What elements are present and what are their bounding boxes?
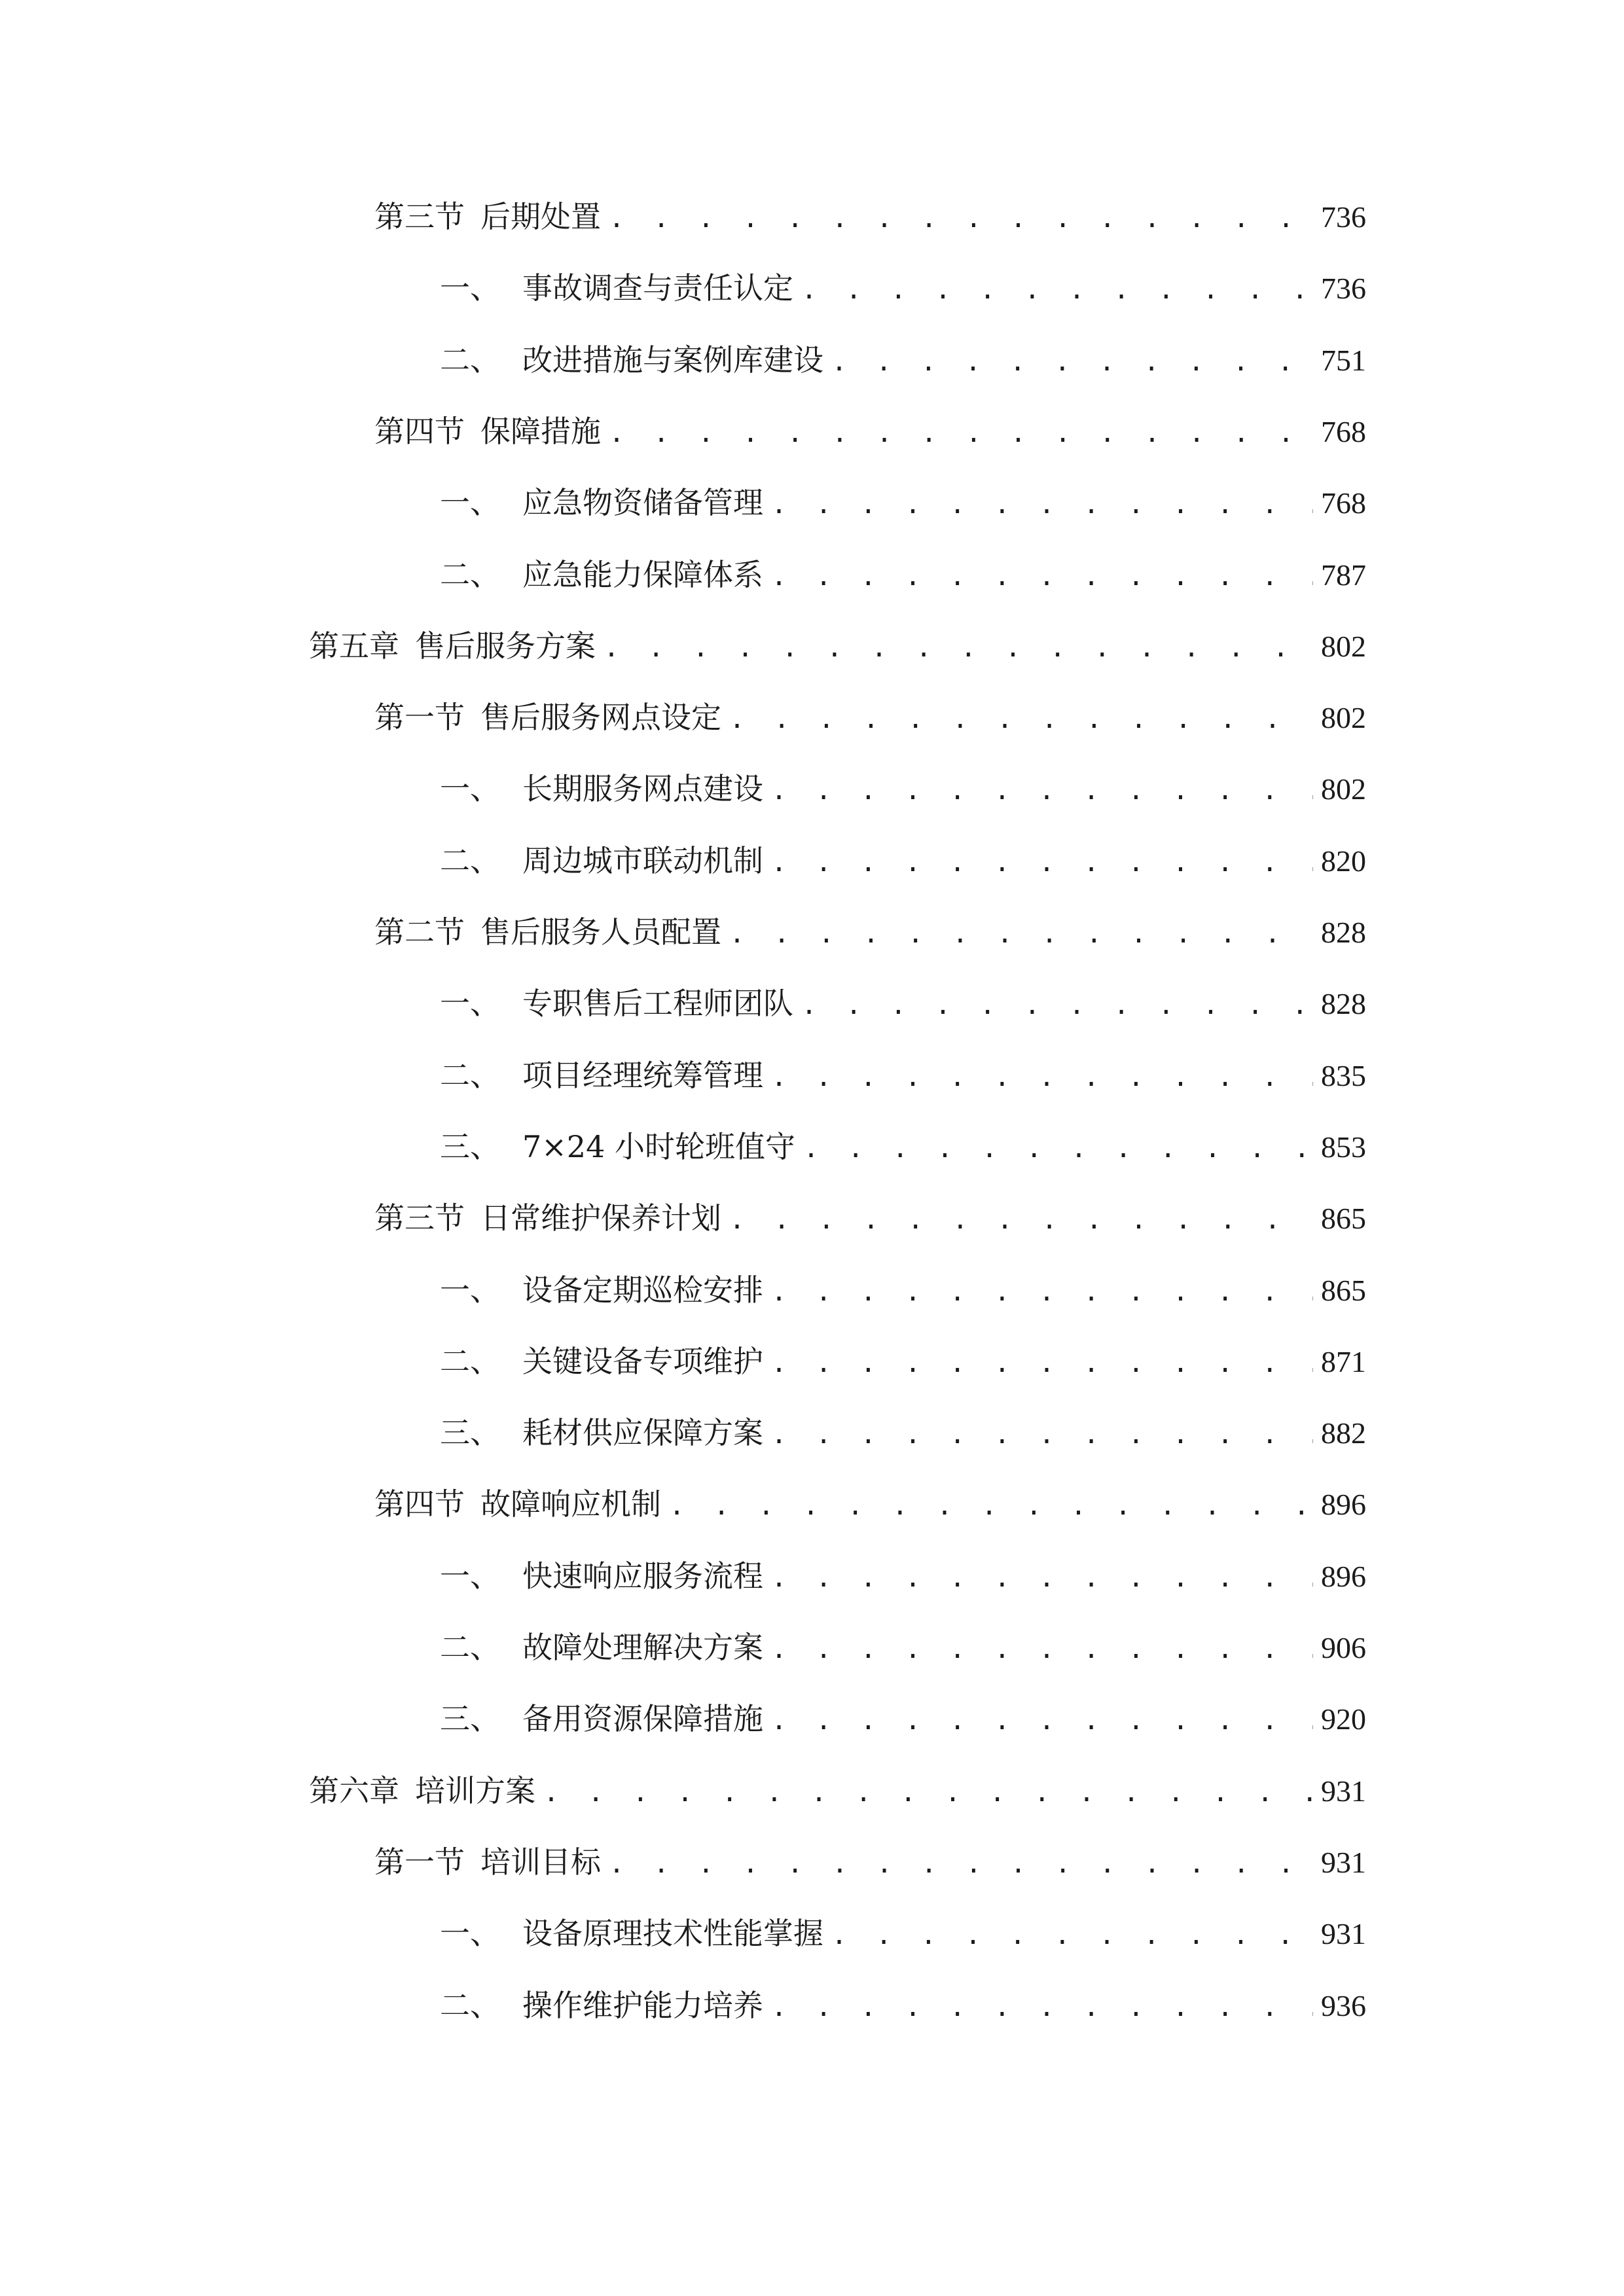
toc-entry-number: 二、 — [440, 1343, 500, 1379]
toc-entry-title: 7×24 小时轮班值守 — [522, 1128, 795, 1164]
toc-dot-leader — [801, 982, 1313, 1028]
toc-page-number: 882 — [1321, 1416, 1366, 1450]
toc-entry-title: 售后服务人员配置 — [480, 914, 721, 950]
toc-entry-title-group — [374, 408, 601, 454]
toc-page-number: 853 — [1321, 1130, 1366, 1164]
toc-entry-number: 三、 — [440, 1128, 500, 1164]
toc-entry[interactable] — [440, 265, 1366, 311]
toc-entry-title-group — [374, 909, 721, 955]
toc-page-number: 768 — [1321, 486, 1366, 520]
toc-page-number: 896 — [1321, 1488, 1366, 1522]
toc-dot-leader — [729, 911, 1313, 957]
toc-dot-leader — [831, 1912, 1313, 1958]
toc-page-number: 820 — [1321, 844, 1366, 878]
toc-dot-leader — [771, 1698, 1313, 1744]
toc-dot-leader — [729, 696, 1313, 742]
toc-dot-leader — [771, 1626, 1313, 1672]
toc-entry-number: 第六章 — [309, 1772, 399, 1808]
toc-entry-title-group — [440, 1696, 763, 1742]
toc-entry-title-group — [440, 980, 793, 1026]
toc-entry-title: 售后服务网点设定 — [480, 700, 721, 736]
toc-entry[interactable] — [440, 1696, 1366, 1742]
toc-page-number: 936 — [1321, 1988, 1366, 2022]
toc-entry-title-group — [440, 1410, 763, 1456]
toc-entry-number: 一、 — [440, 771, 500, 807]
toc-entry[interactable] — [440, 838, 1366, 884]
toc-dot-leader — [771, 1412, 1313, 1458]
toc-entry-number: 一、 — [440, 270, 500, 306]
toc-page-number: 736 — [1321, 200, 1366, 234]
toc-entry[interactable] — [440, 1124, 1366, 1170]
toc-entry-number: 二、 — [440, 1630, 500, 1665]
toc-entry-number: 三、 — [440, 1415, 500, 1451]
toc-dot-leader — [801, 267, 1313, 313]
toc-page-number: 802 — [1321, 772, 1366, 806]
toc-entry-title: 备用资源保障措施 — [522, 1701, 763, 1737]
toc-entry[interactable] — [374, 1195, 1366, 1241]
toc-entry-title-group — [440, 1124, 795, 1170]
toc-entry-title: 周边城市联动机制 — [522, 842, 763, 878]
toc-entry-title: 后期处置 — [480, 199, 601, 234]
toc-entry-title: 设备原理技术性能掌握 — [522, 1916, 823, 1952]
toc-entry-title: 应急物资储备管理 — [522, 485, 763, 521]
toc-entry-title: 操作维护能力培养 — [522, 1987, 763, 2023]
toc-entry-number: 第四节 — [374, 1486, 465, 1522]
toc-entry-title-group — [440, 1624, 763, 1670]
toc-entry[interactable] — [374, 1839, 1366, 1885]
toc-page-number: 896 — [1321, 1559, 1366, 1593]
toc-entry[interactable] — [440, 1052, 1366, 1098]
toc-entry-title-group — [374, 1839, 601, 1885]
toc-page-number: 871 — [1321, 1344, 1366, 1378]
toc-entry-title-group — [440, 1338, 763, 1384]
toc-entry-number: 一、 — [440, 485, 500, 521]
toc-entry[interactable] — [440, 552, 1366, 598]
toc-page-number: 751 — [1321, 343, 1366, 377]
toc-page-number: 802 — [1321, 629, 1366, 663]
toc-entry-title-group — [440, 552, 763, 598]
toc-page-number: 906 — [1321, 1631, 1366, 1664]
toc-entry[interactable] — [440, 1338, 1366, 1384]
toc-entry[interactable] — [440, 1267, 1366, 1313]
toc-entry[interactable] — [374, 1481, 1366, 1527]
toc-dot-leader — [771, 1340, 1313, 1386]
toc-entry-title-group — [440, 1052, 763, 1098]
toc-entry[interactable] — [374, 909, 1366, 955]
toc-entry-number: 三、 — [440, 1701, 500, 1737]
toc-entry-title-group — [309, 1768, 535, 1814]
toc-page-number: 865 — [1321, 1202, 1366, 1236]
toc-entry-number: 一、 — [440, 986, 500, 1022]
toc-entry-number: 一、 — [440, 1916, 500, 1952]
toc-entry-title-group — [374, 194, 601, 240]
toc-entry-number: 二、 — [440, 556, 500, 592]
toc-dot-leader — [604, 625, 1313, 671]
toc-entry[interactable] — [374, 694, 1366, 740]
toc-entry-title-group — [440, 265, 793, 311]
toc-dot-leader — [729, 1197, 1313, 1243]
toc-entry-title-group — [374, 1195, 721, 1241]
toc-entry[interactable] — [440, 1410, 1366, 1456]
toc-dot-leader — [831, 339, 1313, 385]
toc-entry-title: 专职售后工程师团队 — [522, 986, 793, 1022]
toc-entry-title: 应急能力保障体系 — [522, 556, 763, 592]
toc-dot-leader — [609, 1841, 1313, 1887]
toc-page-number: 828 — [1321, 987, 1366, 1021]
toc-entry[interactable] — [374, 408, 1366, 454]
toc-page-number: 835 — [1321, 1058, 1366, 1092]
toc-entry-title-group — [440, 1267, 763, 1313]
toc-page-number: 865 — [1321, 1273, 1366, 1307]
toc-entry-title: 耗材供应保障方案 — [522, 1415, 763, 1451]
toc-entry-number: 二、 — [440, 1987, 500, 2023]
toc-dot-leader — [771, 482, 1313, 528]
toc-entry-number: 第二节 — [374, 914, 465, 950]
toc-entry-title-group — [440, 1982, 763, 2028]
toc-dot-leader — [771, 1555, 1313, 1601]
toc-entry-number: 第五章 — [309, 628, 399, 664]
toc-entry-number: 二、 — [440, 342, 500, 378]
toc-entry-title: 事故调查与责任认定 — [522, 270, 793, 306]
toc-page-number: 768 — [1321, 414, 1366, 448]
toc-entry-title: 快速响应服务流程 — [522, 1558, 763, 1594]
toc-entry[interactable] — [309, 1768, 1366, 1814]
toc-entry-title-group — [440, 1553, 763, 1599]
toc-entry[interactable] — [309, 623, 1366, 669]
toc-page-number: 931 — [1321, 1774, 1366, 1808]
toc-entry-number: 二、 — [440, 842, 500, 878]
toc-entry-title: 项目经理统筹管理 — [522, 1057, 763, 1093]
toc-entry-number: 第四节 — [374, 413, 465, 449]
toc-entry-number: 第三节 — [374, 1200, 465, 1236]
toc-dot-leader — [771, 1269, 1313, 1315]
toc-entry-title: 故障响应机制 — [480, 1486, 661, 1522]
toc-entry-title-group — [440, 766, 763, 812]
toc-page-number: 920 — [1321, 1702, 1366, 1736]
toc-entry-title-group — [440, 838, 763, 884]
toc-entry-title-group — [374, 694, 721, 740]
toc-entry-title: 日常维护保养计划 — [480, 1200, 721, 1236]
toc-entry-title-group — [309, 623, 596, 669]
toc-entry[interactable] — [440, 1553, 1366, 1599]
toc-page-number: 787 — [1321, 558, 1366, 592]
toc-page-number: 931 — [1321, 1845, 1366, 1879]
toc-entry-number: 一、 — [440, 1272, 500, 1308]
toc-entry-number: 一、 — [440, 1558, 500, 1594]
toc-dot-leader — [771, 1984, 1313, 2030]
toc-entry[interactable] — [440, 337, 1366, 383]
toc-dot-leader — [771, 554, 1313, 600]
toc-dot-leader — [803, 1126, 1313, 1172]
toc-page-number: 828 — [1321, 916, 1366, 949]
toc-entry-title: 故障处理解决方案 — [522, 1630, 763, 1665]
toc-entry-title: 关键设备专项维护 — [522, 1343, 763, 1379]
toc-entry-title: 售后服务方案 — [415, 628, 596, 664]
toc-page-number: 802 — [1321, 701, 1366, 735]
toc-dot-leader — [609, 196, 1313, 242]
toc-entry[interactable] — [440, 980, 1366, 1026]
toc-dot-leader — [771, 768, 1313, 814]
toc-entry-title: 设备定期巡检安排 — [522, 1272, 763, 1308]
toc-entry-title-group — [440, 480, 763, 526]
toc-entry-number: 第三节 — [374, 199, 465, 234]
toc-entry-title: 培训方案 — [415, 1772, 535, 1808]
toc-dot-leader — [771, 1054, 1313, 1100]
toc-dot-leader — [669, 1483, 1313, 1529]
toc-entry-number: 第一节 — [374, 700, 465, 736]
toc-page-number: 931 — [1321, 1917, 1366, 1951]
toc-entry-title-group — [440, 337, 823, 383]
toc-entry-title: 改进措施与案例库建设 — [522, 342, 823, 378]
toc-dot-leader — [771, 840, 1313, 886]
toc-entry[interactable] — [440, 480, 1366, 526]
toc-entry[interactable] — [440, 1982, 1366, 2028]
toc-entry[interactable] — [440, 1910, 1366, 1956]
toc-entry-title: 培训目标 — [480, 1844, 601, 1880]
toc-entry-title: 保障措施 — [480, 413, 601, 449]
toc-page-number: 736 — [1321, 272, 1366, 306]
toc-entry[interactable] — [440, 766, 1366, 812]
toc-entry[interactable] — [440, 1624, 1366, 1670]
toc-entry-number: 二、 — [440, 1057, 500, 1093]
toc-entry-number: 第一节 — [374, 1844, 465, 1880]
toc-dot-leader — [543, 1770, 1313, 1816]
toc-entry-title-group — [440, 1910, 823, 1956]
toc-dot-leader — [609, 410, 1313, 456]
toc-entry[interactable] — [374, 194, 1366, 240]
toc-entry-title: 长期服务网点建设 — [522, 771, 763, 807]
toc-entry-title-group — [374, 1481, 661, 1527]
